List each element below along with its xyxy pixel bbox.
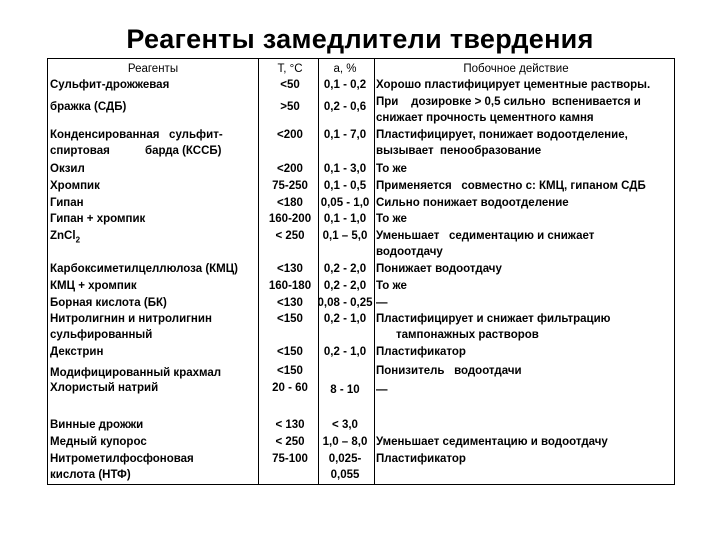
- reagent-name: Гипан + хромпик: [50, 213, 146, 225]
- reagent-amount: 0,1 - 3,0: [323, 163, 367, 175]
- reagent-temperature: 75-100: [272, 453, 308, 465]
- reagent-amount: 0,1 - 0,2: [323, 79, 367, 91]
- reagent-name-line2: кислота (НТФ): [50, 469, 131, 481]
- reagent-temperature: <150: [277, 346, 303, 358]
- reagent-name: Медный купорос: [50, 436, 147, 448]
- reagent-name: Хлористый натрий: [50, 382, 159, 394]
- formula-text: ZnCl: [50, 230, 76, 242]
- reagent-amount: 0,1 – 5,0: [322, 230, 368, 242]
- reagent-temperature: >50: [280, 101, 300, 113]
- reagent-side-effect-line2: тампонажных растворов: [396, 329, 539, 341]
- reagent-name: Сульфит-дрожжевая: [50, 79, 170, 91]
- reagent-amount: 0,025-: [328, 453, 362, 465]
- reagent-name: Модифицированный крахмал: [50, 367, 222, 379]
- reagent-name: бражка (СДБ): [50, 101, 127, 113]
- reagent-temperature: 20 - 60: [272, 382, 308, 394]
- reagent-name: Карбоксиметилцеллюлоза (КМЦ): [50, 263, 238, 275]
- reagent-side-effect: Пластифицирует и снижает фильтрацию: [376, 313, 611, 325]
- reagent-temperature: 160-200: [268, 213, 312, 225]
- reagent-temperature: <200: [277, 129, 303, 141]
- reagent-name: Гипан: [50, 197, 84, 209]
- formula-subscript: 2: [75, 235, 81, 245]
- reagent-temperature: <180: [277, 197, 303, 209]
- reagent-side-effect: Пластификатор: [376, 453, 466, 465]
- reagent-temperature: <200: [277, 163, 303, 175]
- reagent-name: Борная кислота (БК): [50, 297, 167, 309]
- reagent-side-effect: Хорошо пластифицирует цементные растворы.: [376, 79, 651, 91]
- reagent-temperature: <130: [277, 297, 303, 309]
- header-temperature: T, °C: [277, 63, 303, 75]
- reagent-amount: 0,2 - 0,6: [323, 101, 367, 113]
- reagent-temperature: <150: [277, 365, 303, 377]
- reagent-amount: 8 - 10: [330, 384, 360, 396]
- reagent-temperature: <50: [280, 79, 300, 91]
- reagent-amount: 0,2 - 2,0: [323, 263, 367, 275]
- reagent-name-line2: спиртовая барда (КССБ): [50, 145, 222, 157]
- reagent-side-effect: При дозировке > 0,5 сильно вспенивается и: [376, 96, 641, 108]
- reagent-amount: 0,2 - 2,0: [323, 280, 367, 292]
- reagent-side-effect: —: [376, 297, 388, 309]
- reagent-side-effect: То же: [376, 213, 407, 225]
- reagent-name: [50, 229, 258, 244]
- reagent-amount: 0,2 - 1,0: [323, 313, 367, 325]
- reagent-name-line2: сульфированный: [50, 329, 153, 341]
- reagent-amount: 1,0 – 8,0: [322, 436, 368, 448]
- reagent-name: Декстрин: [50, 346, 104, 358]
- reagent-temperature: < 250: [275, 230, 305, 242]
- reagents-table: [47, 58, 675, 485]
- reagent-temperature: <150: [277, 313, 303, 325]
- page-title: Реагенты замедлители твердения: [126, 24, 594, 54]
- reagent-amount: 0,05 - 1,0: [320, 197, 370, 209]
- header-side-effect: Побочное действие: [463, 63, 569, 75]
- reagent-temperature: < 250: [275, 436, 305, 448]
- reagent-name: Винные дрожжи: [50, 419, 144, 431]
- reagent-name: Конденсированная сульфит-: [50, 129, 223, 141]
- header-amount: a, %: [333, 63, 357, 75]
- reagent-side-effect: Пластификатор: [376, 346, 466, 358]
- reagent-side-effect: Понизитель водоотдачи: [376, 365, 522, 377]
- reagent-amount-line2: 0,055: [330, 469, 360, 481]
- reagent-amount: 0,2 - 1,0: [323, 346, 367, 358]
- reagent-amount: < 3,0: [332, 419, 358, 431]
- reagent-name: Окзил: [50, 163, 85, 175]
- reagent-side-effect-line2: вызывает пенообразование: [376, 145, 542, 157]
- reagent-side-effect: Пластифицирует, понижает водоотделение,: [376, 129, 628, 141]
- reagent-side-effect: То же: [376, 280, 407, 292]
- reagent-name: Нитрометилфосфоновая: [50, 453, 194, 465]
- reagent-temperature: < 130: [275, 419, 305, 431]
- reagent-side-effect: То же: [376, 163, 407, 175]
- reagent-temperature: <130: [277, 263, 303, 275]
- column-divider: [374, 59, 375, 484]
- reagent-side-effect: Уменьшает седиментацию и водоотдачу: [376, 436, 608, 448]
- reagent-name: Нитролигнин и нитролигнин: [50, 313, 212, 325]
- column-divider: [258, 59, 259, 484]
- reagent-temperature: 160-180: [268, 280, 312, 292]
- reagent-name: Хромпик: [50, 180, 100, 192]
- reagent-temperature: 75-250: [272, 180, 308, 192]
- reagent-side-effect: Сильно понижает водоотделение: [376, 197, 569, 209]
- header-reagents: Реагенты: [127, 63, 179, 75]
- reagent-side-effect: —: [376, 384, 388, 396]
- reagent-side-effect: Применяется совместно с: КМЦ, гипаном СДБ: [376, 180, 646, 192]
- reagent-side-effect: Понижает водоотдачу: [376, 263, 502, 275]
- reagent-amount: 0,08 - 0,25: [317, 297, 373, 309]
- reagent-side-effect: Уменьшает седиментацию и снижает: [376, 230, 595, 242]
- reagent-amount: 0,1 - 0,5: [323, 180, 367, 192]
- reagent-name: КМЦ + хромпик: [50, 280, 137, 292]
- reagent-amount: 0,1 - 7,0: [323, 129, 367, 141]
- reagent-amount: 0,1 - 1,0: [323, 213, 367, 225]
- reagent-side-effect-line2: снижает прочность цементного камня: [376, 112, 594, 124]
- reagent-side-effect-line2: водоотдачу: [376, 246, 443, 258]
